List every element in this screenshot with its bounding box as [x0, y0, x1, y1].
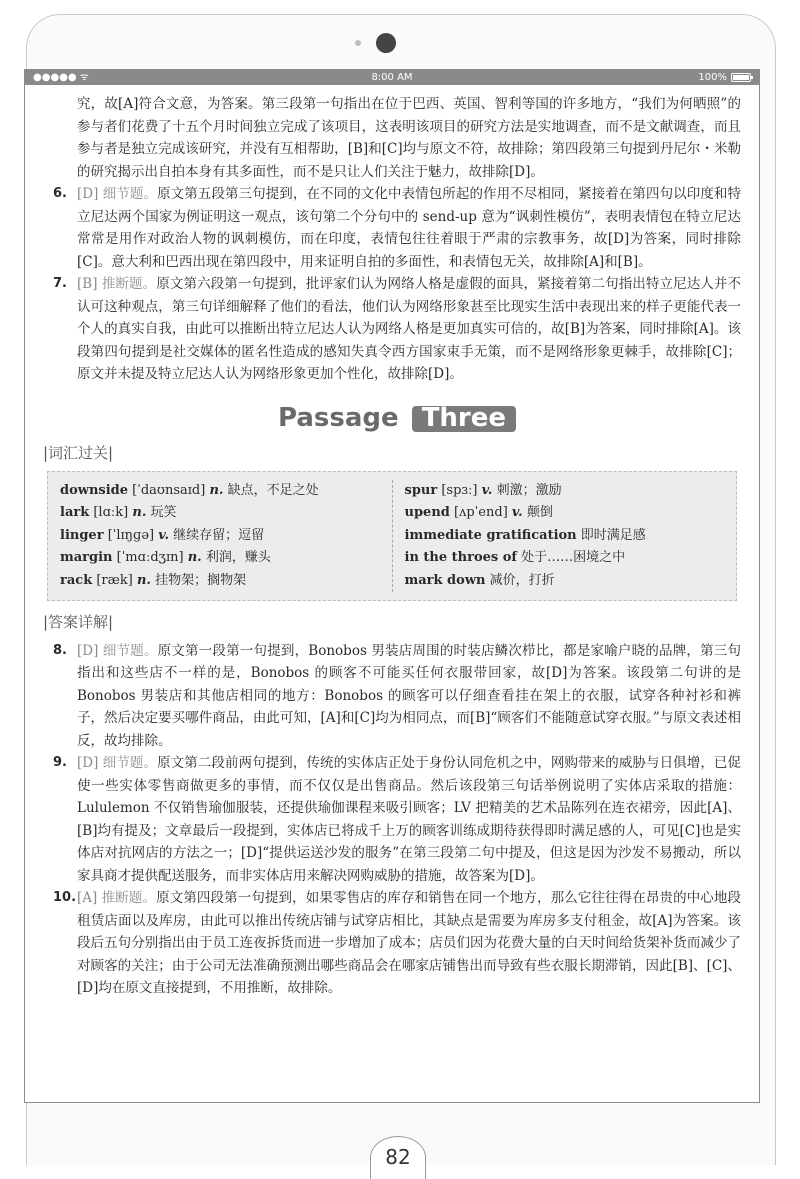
vocab-phonetic: [lɑːk] — [93, 505, 129, 520]
status-time: 8:00 AM — [371, 72, 413, 83]
battery-indicator — [698, 70, 751, 85]
vocab-pos: n. — [187, 550, 202, 565]
vocab-phonetic: [ræk] — [96, 572, 133, 588]
vocab-meaning: 继续存留；逗留 — [173, 527, 265, 543]
item-number: 10. — [53, 890, 77, 905]
vocab-phonetic: [spɜː] — [441, 482, 478, 498]
answer-item-8 — [53, 640, 741, 753]
item-text: 原文第一段第一句提到，Bonobos 男装店周围的时装店鳞次栉比，都是家喻户晓的品牌，第三句指出和这些店不一样的是，Bonobos 的顾客不可能买任何衣服带回家，故[D]为答案。该段第二句讲的是 Bonobos 男装店和其他店相同的地方：Bonobos 的顾客可以仔细查看挂在架上的衣服，试穿各种衬衫和裤子，然后决定要买哪件商品，由此可知，[A]和[C]均为相同点，而[B]“顾客们不能随意试穿衣服。”与原文表述相反，故均排除。 — [77, 642, 741, 749]
vocab-word: spur — [404, 482, 438, 498]
item-text: 原文第四段第一句提到，如果零售店的库存和销售在同一个地方，那么它往往得在昂贵的中心地段租赁店面以及库房，由此可以推出传统店铺与试穿店相比，其缺点是需要为库房多支付租金，故[A]为答案。该段后五句分别指出由于员工连夜拆货而进一步增加了成本；店员们因为花费大量的白天时间给货架补货而减少了对顾客的关注；由于公司无法准确预测出哪些商品会在哪家店铺售出而导致有些衣服长期滞销，因此[B]、[C]、[D]均在原文直接提到，不用推断，故排除。 — [77, 890, 742, 996]
camera-icon — [376, 33, 396, 53]
vocab-pos: n. — [132, 505, 147, 520]
answer-item-9 — [53, 752, 741, 887]
battery-icon — [731, 73, 751, 82]
vocab-meaning: 玩笑 — [150, 505, 177, 520]
passage-word: Passage — [277, 402, 399, 433]
vocab-pos: v. — [481, 482, 493, 498]
page-number: 82 — [370, 1136, 426, 1179]
vocab-pos: v. — [511, 505, 523, 520]
vocab-meaning: 利润，赚头 — [205, 550, 271, 565]
vocab-meaning: 减价，打折 — [489, 572, 555, 588]
item-tag: [D] 细节题。 — [77, 755, 158, 771]
answer-item-6 — [53, 183, 741, 273]
vocab-entry — [60, 547, 380, 570]
vocab-pos: v. — [158, 527, 170, 543]
vocab-phonetic: [ʌpˈend] — [454, 505, 508, 520]
vocab-entry — [405, 502, 725, 525]
vocab-column-left — [48, 480, 392, 593]
screen — [24, 69, 760, 1103]
page-content — [25, 85, 759, 1000]
answer-item-7 — [53, 273, 741, 386]
item-tag: [D] 细节题。 — [77, 642, 158, 659]
vocab-word: upend — [404, 505, 450, 520]
continued-paragraph: 究，故[A]符合文意，为答案。第三段第一句指出在位于巴西、英国、智利等国的许多地方，“我们为何晒照”的参与者们花费了十五个月时间独立完成了该项目，这表明该项目的研究方法是实地调查，而不是文献调查，而且参与者是独立完成该研究，并没有互相帮助，[B]和[C]均与原文不符，故排除；第四段第三句提到丹尼尔・米勒的研究揭示出自拍本身有其多面性，而不是只让人们关注于魅力，故排除[D]。 — [77, 96, 741, 180]
vocab-pos: n. — [136, 572, 151, 588]
passage-number: Three — [412, 406, 516, 433]
vocab-word: margin — [60, 550, 113, 565]
item-tag: [B] 推断题。 — [77, 276, 157, 292]
signal-indicator: ●●●●● ᯤ — [33, 72, 89, 83]
vocab-word: linger — [60, 527, 104, 543]
vocab-meaning: 即时满足感 — [580, 527, 646, 543]
vocab-entry — [405, 525, 725, 548]
item-text: 原文第五段第三句提到，在不同的文化中表情包所起的作用不尽相同，紧接着在第四句以印度和特立尼达两个国家为例证明这一观点，该句第二个分句中的 send-up 意为“讽刺性模仿”，表明表情包在特立尼达常常是用作对政治人物的讽刺模仿，而在印度，表情包往往着眼于严肃的宗教事务，故[D]为答案，同时排除[C]。意大利和巴西出现在第四段中，用来证明自拍的多面性，和表情包无关，故排除[A]和[B]。 — [77, 186, 741, 270]
vocab-entry — [60, 570, 380, 593]
item-number: 8. — [53, 642, 67, 658]
vocab-phonetic: [ˈdaʊnsaɪd] — [132, 482, 206, 498]
item-tag: [D] 细节题。 — [77, 186, 158, 202]
item-number: 7. — [53, 276, 67, 291]
vocab-entry — [405, 570, 725, 593]
status-bar — [25, 70, 759, 85]
item-text: 原文第六段第一句提到，批评家们认为网络人格是虚假的面具，紧接着第二句指出特立尼达人并不认可这种观点，第三句详细解释了他们的看法，他们认为网络形象甚至比现实生活中表现出来的样子更能代表一个人的真实自我，由此可以推断出特立尼达人认为网络人格是更加真实可信的，故[B]为答案，同时排除[A]。该段第四句提到是社交媒体的匿名性造成的感知失真令西方国家束手无策，而不是网络形象更棘手，故排除[C]；原文并未提及特立尼达人认为网络形象更加个性化，故排除[D]。 — [77, 276, 742, 382]
vocab-entry — [405, 480, 725, 503]
vocab-pos: n. — [209, 482, 224, 498]
vocab-meaning: 缺点，不足之处 — [227, 482, 319, 498]
vocab-meaning: 刺激；激励 — [496, 482, 562, 498]
item-number: 9. — [53, 755, 67, 770]
vocab-word: immediate gratification — [404, 527, 577, 543]
vocab-entry — [60, 502, 380, 525]
vocab-entry — [405, 547, 725, 570]
answer-item-10 — [53, 887, 741, 1000]
vocab-word: lark — [60, 505, 90, 520]
vocab-meaning: 挂物架；搁物架 — [155, 572, 247, 588]
vocab-phonetic: [ˈlɪŋɡə] — [107, 527, 155, 543]
vocab-column-right — [392, 480, 737, 593]
item-text: 原文第二段前两句提到，传统的实体店正处于身份认同危机之中，网购带来的威胁与日俱增，已促使一些实体零售商做更多的事情，而不仅仅是出售商品。然后该段第三句话举例说明了实体店采取的措施：Lululemon 不仅销售瑜伽服装，还提供瑜伽课程来吸引顾客；LV 把精美的艺术品陈列在连衣裙旁，因此[A]、[B]均有提及；文章最后一段提到，实体店已将成千上万的顾客训练成期待获得即时满足感的人，可见[C]也是实体店对抗网店的方法之一；[D]“提供运送沙发的服务”在第三段第二句中提及，但这是因为沙发不易搬动，所以家具商才提供配送服务，而非实体店用来解决网购威胁的措施，故答案为[D]。 — [77, 755, 741, 884]
vocab-meaning: 颠倒 — [526, 505, 553, 520]
vocab-word: downside — [60, 482, 129, 498]
vocab-entry — [60, 525, 380, 548]
vocab-word: in the throes of — [404, 550, 518, 565]
vocab-entry — [60, 480, 380, 503]
item-tag: [A] 推断题。 — [77, 890, 157, 906]
item-number: 6. — [53, 186, 67, 201]
passage-title — [53, 402, 741, 433]
vocab-phonetic: [ˈmɑːdʒɪn] — [116, 550, 184, 565]
vocab-meaning: 处于……困境之中 — [521, 550, 626, 565]
battery-percent: 100% — [698, 72, 727, 83]
vocab-word: rack — [60, 572, 93, 588]
answer-section-title: |答案详解| — [43, 613, 114, 631]
vocab-word: mark down — [404, 572, 486, 588]
sensor-dot — [355, 40, 361, 46]
vocab-section-title: |词汇过关| — [43, 444, 114, 462]
answers-list — [53, 640, 741, 1000]
vocab-box — [47, 471, 737, 602]
